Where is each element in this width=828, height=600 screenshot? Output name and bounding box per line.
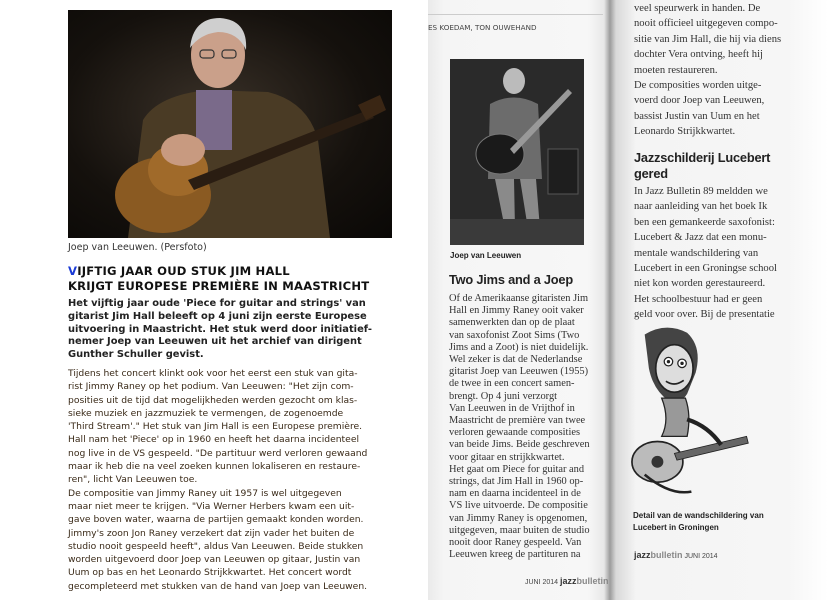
footer-date: JUNI 2014 (684, 553, 718, 560)
text-line: nog live in de VS gespeeld. "De partituur werd verloren gewaand (68, 447, 368, 459)
text-line: nam en daarna incidenteel in de (449, 488, 581, 500)
lucebert-painting (616, 326, 771, 506)
photo-caption: Joep van Leeuwen. (Persfoto) (68, 242, 207, 253)
text-line: 'Third Stream'." Het stuk van Jim Hall is een Europese première. (68, 421, 363, 433)
text-line: In Jazz Bulletin 89 meldden we (634, 186, 768, 197)
article-text-continued (634, 1, 781, 140)
text-line: sieke muziek en jazzmuziek te vermengen, de zogenoemde (68, 407, 344, 419)
text-line: Lucebert & Jazz dat een monu- (634, 232, 767, 244)
text-line: Uum op bas en het Leonardo Strijkkwartet. Het concert wordt (68, 567, 352, 579)
text-line: uitvoering in Maastricht. Het stuk werd door initiatief- (68, 323, 372, 335)
text-line: studio nooit gespeeld heeft", aldus Van Leeuwen. Beide stukken (68, 540, 364, 552)
article-text-lucebert (634, 184, 777, 323)
text-line: van saxofonist Zoot Sims (Two (449, 329, 580, 341)
brand-logo-bulletin: bulletin (576, 576, 609, 586)
text-line: VS live uitvoerde. De compositie (449, 500, 588, 512)
title-line-1: IJFTIG JAAR OUD STUK JIM HALL (77, 264, 290, 278)
heading-line: Jazzschilderij Lucebert (634, 150, 771, 165)
text-line: rist Jimmy Raney op het podium. Van Leeuwen: "Het zijn com- (68, 381, 354, 393)
text-line: voor gitaar en strijkkwartet. (449, 451, 565, 463)
painting-caption (633, 510, 764, 534)
text-line: maar ik heb die na veel zoeken kunnen lokaliseren en restaure- (68, 461, 361, 473)
text-line: geld voor over. Bij de presentatie (634, 309, 775, 321)
text-line: Of de Amerikaanse gitaristen Jim (449, 293, 589, 304)
text-line: ben een gemankeerde saxofonist: (634, 216, 775, 228)
text-line: gave boven water, waarna de partijen gemaakt konden worden. (68, 514, 364, 526)
text-line: Jims and a Zoot) is niet duidelijk. (449, 341, 589, 353)
text-line: Hall en Jimmy Raney ooit vaker (449, 305, 584, 317)
article-lead (68, 298, 372, 362)
text-line: brengt. Op 4 juni verzorgt (449, 390, 558, 402)
footer-date: JUNI 2014 (525, 579, 559, 586)
text-line: posities uit de tijd dat mogelijkheden werden gezocht om klas- (68, 394, 358, 406)
text-line: Tijdens het concert klinkt ook voor het eerst een stuk van gita- (68, 368, 358, 379)
text-line: dochter Vera ontving, heeft hij (634, 49, 763, 61)
text-line: bassist Justin van Uum en het (634, 110, 760, 122)
text-line: van beide Jims. Beide geschreven (449, 439, 590, 451)
brand-logo-bulletin: bulletin (650, 550, 683, 560)
caption-line: Lucebert in Groningen (633, 523, 719, 532)
text-line: Leonardo Strijkkwartet. (634, 126, 736, 138)
text-line: moeten restaureren. (634, 64, 718, 76)
text-line: naar aanleiding van het boek Ik (634, 201, 768, 213)
magazine-footer-left (525, 576, 609, 586)
magazine-footer-right (634, 550, 718, 560)
text-line: Het vijftig jaar oude 'Piece for guitar and strings' van (68, 298, 366, 309)
text-line: strings, dat Jim Hall in 1960 op- (449, 476, 584, 488)
text-line: uitgegeven, maar buiten de studio (449, 524, 590, 536)
text-line: Gunther Schuller gevist. (68, 349, 204, 361)
text-line: De composities worden uitge- (634, 80, 762, 92)
divider (428, 14, 603, 15)
text-line: Het gaat om Piece for guitar and (449, 463, 585, 475)
article-heading-two-jims: Two Jims and a Joep (449, 272, 573, 287)
text-line: veel speurwerk in handen. De (634, 3, 761, 14)
text-line: gitarist Joep van Leeuwen (1955) (449, 366, 589, 378)
article-photo (68, 10, 392, 238)
text-line: Wel zeker is dat de Nederlandse (449, 354, 583, 366)
text-line: Van Leeuwen in de Vrijthof in (449, 402, 575, 414)
title-initial: V (68, 264, 78, 278)
text-line: ren", licht Van Leeuwen toe. (68, 474, 198, 486)
text-line: Jimmy's zoon Jon Raney verzekert dat zijn vader het buiten de (68, 527, 355, 539)
heading-line: gered (634, 166, 668, 181)
article-heading-lucebert (634, 150, 770, 182)
article-text-two-jims (449, 293, 590, 561)
text-line: voerd door Joep van Leeuwen, (634, 95, 765, 107)
text-line: maar niet meer te krijgen. "Via Werner Herbers kwam een uit- (68, 500, 355, 512)
title-line-2: KRIJGT EUROPESE PREMIÈRE IN MAASTRICHT (68, 279, 370, 293)
text-line: Lucebert in een Groningse school (634, 263, 777, 275)
text-line: sitie van Jim Hall, die hij via diens (634, 33, 782, 45)
brand-logo-jazz: jazz (560, 576, 577, 586)
magazine-photo-caption: Joep van Leeuwen (450, 251, 522, 260)
text-line: nemer Joep van Leeuwen uit het archief van dirigent (68, 336, 362, 348)
photo-credits: ES KOEDAM, TON OUWEHAND (428, 23, 537, 32)
text-line: van Jimmy Raney is opgenomen, (449, 512, 588, 524)
magazine-scan (428, 0, 828, 600)
text-line: worden uitgevoerd door Joep van Leeuwen op gitaar, Justin van (68, 554, 361, 566)
text-line: nooit door Raney gespeeld. Van (449, 537, 582, 549)
text-line: verloren gewaande composities (449, 427, 580, 439)
text-line: de twee in een concert samen- (449, 378, 575, 390)
text-line: Hall nam het 'Piece' op in 1960 en heeft het daarna incidenteel (68, 434, 360, 446)
text-line: mentale wandschildering van (634, 247, 759, 259)
text-line: De compositie van Jimmy Raney uit 1957 is wel uitgegeven (68, 487, 342, 499)
caption-line: Detail van de wandschildering van (633, 511, 764, 520)
text-line: Het schoolbestuur had er geen (634, 293, 763, 305)
text-line: gecompleteerd met stukken van de hand van Joep van Leeuwen. (68, 580, 368, 592)
text-line: nooit officieel uitgegeven compo- (634, 18, 778, 30)
text-line: Maastricht de première van twee (449, 415, 586, 427)
text-line: Leeuwen kreeg de partituren na (449, 549, 581, 561)
text-line: samenwerkten dan op de plaat (449, 317, 575, 329)
text-line: niet kon worden gerestaureerd. (634, 278, 766, 290)
text-line: gitarist Jim Hall beleeft op 4 juni zijn eerste Europese (68, 310, 367, 322)
brand-logo-jazz: jazz (634, 550, 651, 560)
magazine-photo (450, 59, 584, 245)
article-title (68, 264, 369, 294)
article-body (68, 367, 367, 593)
